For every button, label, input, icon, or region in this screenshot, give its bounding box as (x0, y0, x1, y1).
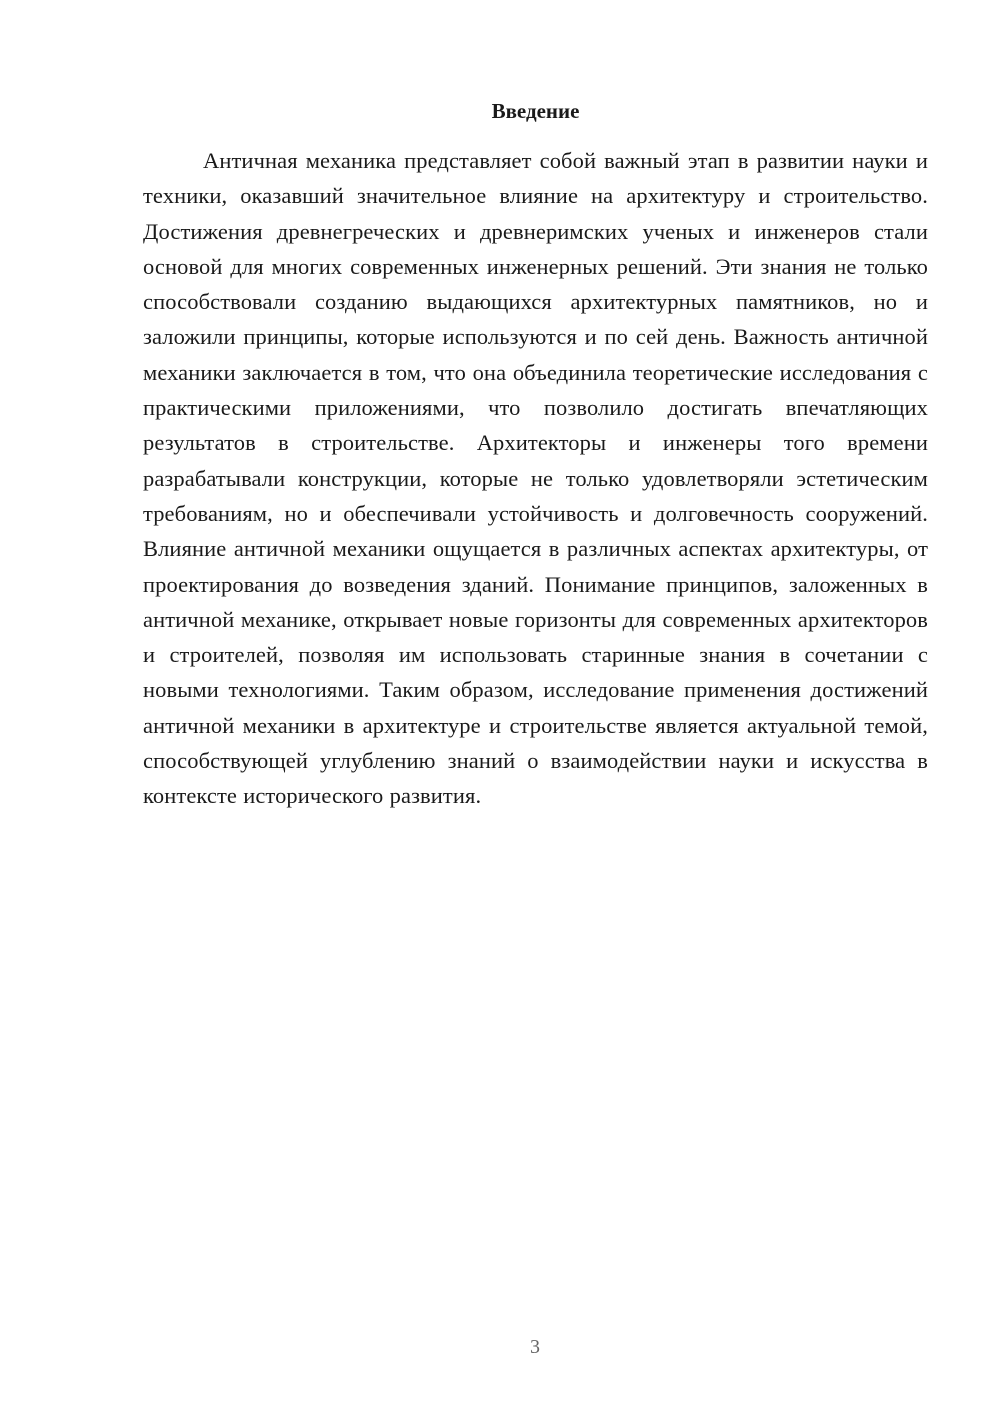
page-number: 3 (530, 1336, 540, 1358)
page-title: Введение (491, 99, 580, 123)
body-paragraph: Античная механика представляет собой важный этап в развитии науки и техники, оказавший значительное влияние на архитектуру и строительство. Достижения древнегреческих и древнеримских ученых и инженеров стали основой для многих современных инженерных решений. Эти знания не только способствовали созданию выдающихся архитектурных памятников, но и заложили принципы, которые используются и по сей день. Важность античной механики заключается в том, что она объединила теоретические исследования с практическими приложениями, что позволило достигать впечатляющих результатов в строительстве. Архитекторы и инженеры того времени разрабатывали конструкции, которые не только удовлетворяли эстетическим требованиям, но и обеспечивали устойчивость и долговечность сооружений. Влияние античной механики ощущается в различных аспектах архитектуры, от проектирования до возведения зданий. Понимание принципов, заложенных в античной механике, открывает новые горизонты для современных архитекторов и строителей, позволяя им использовать старинные знания в сочетании с новыми технологиями. Таким образом, исследование применения достижений античной механики в архитектуре и строительстве является актуальной темой, способствующей углублению знаний о взаимодействии науки и искусства в контексте исторического развития. (143, 148, 928, 809)
